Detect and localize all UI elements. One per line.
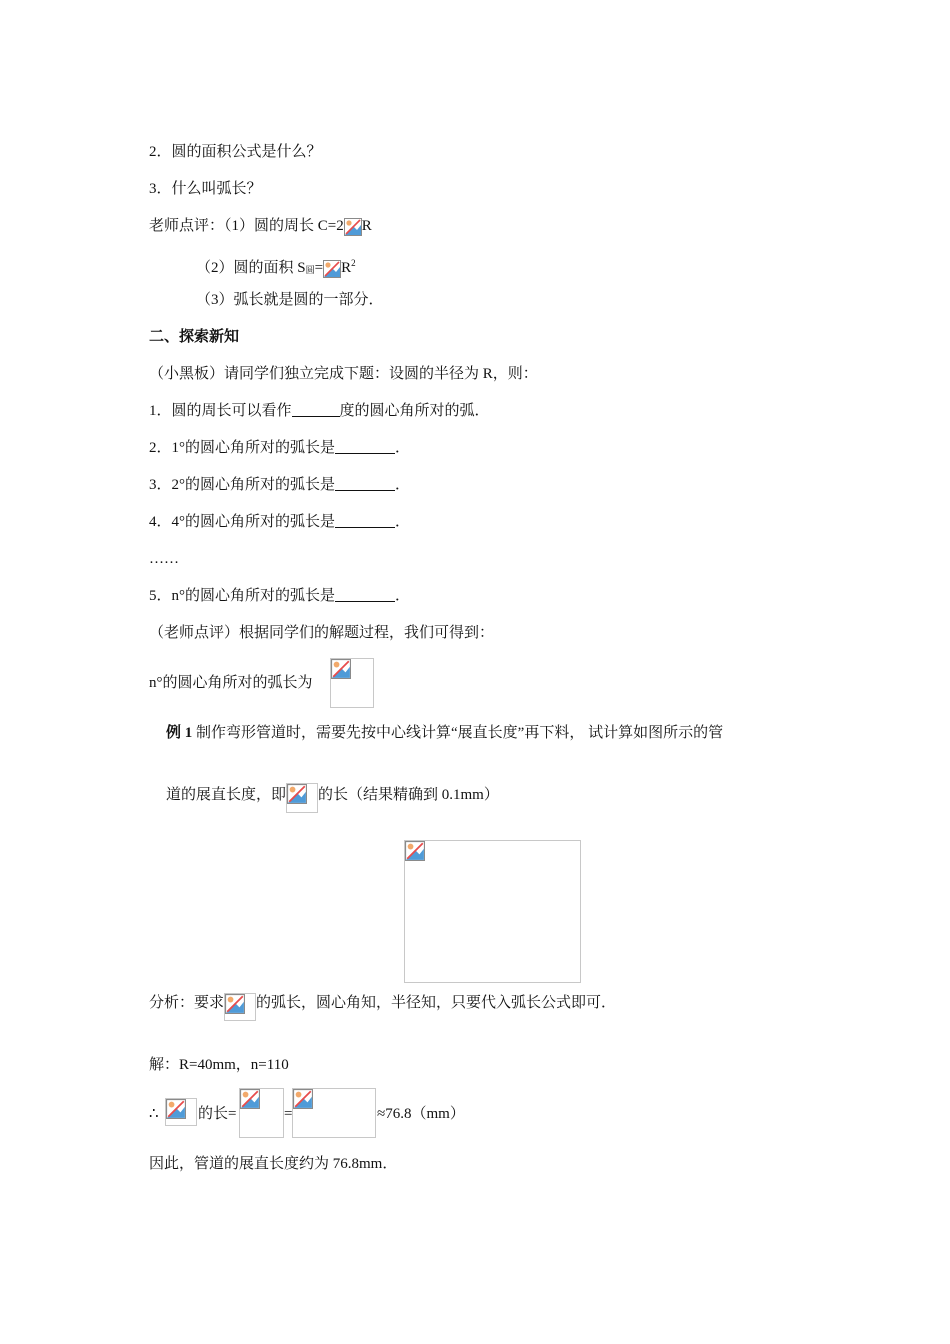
arc-length-formula-image-icon — [330, 658, 374, 708]
arc-ab-image-icon — [286, 783, 318, 813]
answer-blank — [335, 476, 395, 491]
teacher-comment-1 — [149, 216, 372, 236]
comment-2-subscript: 圆 — [305, 265, 315, 275]
solution-line: 解：R=40mm，n=110 — [149, 1057, 289, 1073]
item-2-suffix: ． — [395, 440, 411, 456]
answer-blank — [335, 587, 395, 602]
item-5-prefix: 5．n°的圆心角所对的弧长是 — [149, 588, 335, 604]
item-1-prefix: 1．圆的周长可以看作 — [149, 403, 292, 419]
exercise-intro: （小黑板）请同学们独立完成下题：设圆的半径为 R，则： — [149, 366, 538, 382]
comment-2-eq: = — [314, 260, 324, 276]
analysis-prefix: 分析：要求 — [149, 995, 225, 1011]
pi-symbol-image-icon — [344, 218, 362, 236]
formula-line-text: n°的圆心角所对的弧长为 — [149, 675, 313, 691]
item-2-prefix: 2．1°的圆心角所对的弧长是 — [149, 440, 335, 456]
exercise-item-1 — [149, 401, 490, 421]
comment-2-prefix: （2）圆的面积 S — [196, 260, 306, 276]
item-5-suffix: ． — [395, 588, 411, 604]
therefore-symbol: ∴ — [149, 1106, 159, 1122]
item-3-suffix: ． — [395, 477, 411, 493]
comment-1-prefix: 老师点评：（1）圆的周长 C=2 — [149, 218, 344, 234]
therefore-result: ≈76.8（mm） — [377, 1106, 465, 1122]
formula-value-image-icon — [292, 1088, 376, 1138]
example-text-2-prefix: 道的展直长度，即 — [166, 787, 287, 803]
analysis-line — [149, 993, 616, 1021]
item-4-prefix: 4．4°的圆心角所对的弧长是 — [149, 514, 335, 530]
example-line-2 — [166, 783, 499, 813]
pi-symbol-image-icon — [323, 260, 341, 278]
pipe-figure-image-icon — [404, 840, 581, 983]
section-title-text: 二、探索新知 — [149, 329, 240, 345]
arc-ab-image-icon — [224, 993, 256, 1021]
example-label: 例 1 — [166, 725, 193, 741]
analysis-suffix: 的弧长，圆心角知，半径知，只要代入弧长公式即可． — [256, 995, 617, 1011]
therefore-text-1: 的长= — [198, 1106, 237, 1122]
answer-blank — [292, 402, 340, 417]
question-2: 2．圆的面积公式是什么？ — [149, 144, 322, 160]
comment-2-superscript: 2 — [351, 258, 356, 268]
exercise-item-3 — [149, 475, 410, 495]
formula-substitution-image-icon — [239, 1088, 284, 1138]
teacher-comment-2 — [196, 253, 356, 280]
exercise-item-5 — [149, 586, 410, 606]
item-1-suffix: 度的圆心角所对的弧． — [339, 403, 490, 419]
question-3: 3．什么叫弧长？ — [149, 181, 262, 197]
arc-ab-image-icon — [165, 1098, 197, 1126]
teacher-comment-3: （3）弧长就是圆的一部分． — [196, 292, 384, 308]
conclusion: 因此，管道的展直长度约为 76.8mm． — [149, 1156, 398, 1172]
exercise-item-2 — [149, 438, 410, 458]
item-3-prefix: 3．2°的圆心角所对的弧长是 — [149, 477, 335, 493]
example-text-2-suffix: 的长（结果精确到 0.1mm） — [318, 787, 499, 803]
answer-blank — [335, 439, 395, 454]
ellipsis: …… — [149, 551, 179, 567]
example-line-1 — [166, 723, 723, 743]
answer-blank — [335, 513, 395, 528]
teacher-summary: （老师点评）根据同学们的解题过程，我们可得到： — [149, 625, 495, 641]
comment-2-suffix: R — [341, 260, 352, 276]
therefore-text-2: = — [284, 1106, 293, 1122]
section-title — [149, 327, 239, 347]
item-4-suffix: ． — [395, 514, 411, 530]
example-text-1: 制作弯形管道时，需要先按中心线计算“展直长度”再下料， 试计算如图所示的管 — [192, 725, 724, 741]
exercise-item-4 — [149, 512, 410, 532]
comment-1-suffix: R — [361, 218, 372, 234]
